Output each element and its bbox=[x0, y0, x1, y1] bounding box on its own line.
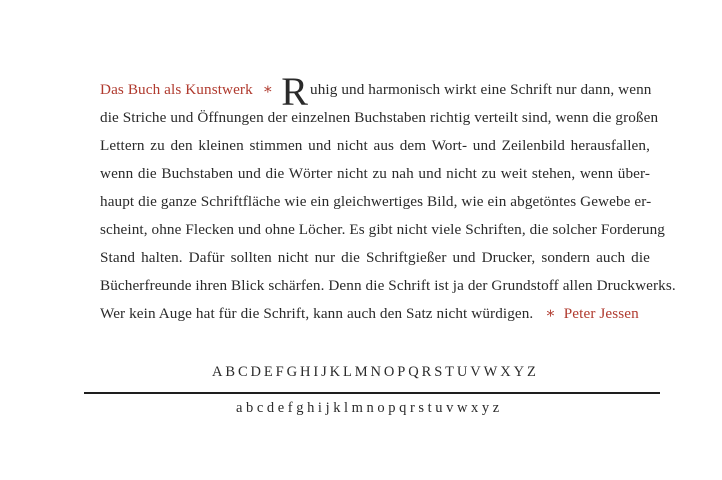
text-line-content: haupt die ganze Schriftfläche wie ein gleichwertiges Bild, wie ein abgetöntes Gewebe er- bbox=[100, 193, 652, 210]
divider-rule bbox=[84, 392, 660, 394]
heading-asterisk-icon: ∗ bbox=[262, 81, 274, 98]
text-line-5 bbox=[100, 190, 650, 214]
text-line-3 bbox=[100, 134, 650, 158]
text-line-9 bbox=[100, 302, 650, 326]
drop-cap: R bbox=[281, 69, 309, 114]
text-line-content: Lettern zu den kleinen stimmen und nicht aus dem Wort- und Zeilenbild herausfallen, bbox=[100, 137, 650, 154]
text-line-7 bbox=[100, 246, 650, 270]
text-line-content: scheint, ohne Flecken und ohne Löcher. Es gibt nicht viele Schriften, die solcher Forderung bbox=[100, 221, 665, 238]
article-heading: Das Buch als Kunstwerk bbox=[100, 81, 253, 98]
text-line-6 bbox=[100, 218, 665, 242]
text-line-8 bbox=[100, 274, 676, 298]
last-line-text: Wer kein Auge hat für die Schrift, kann auch den Satz nicht würdigen. bbox=[100, 305, 534, 322]
text-line-4 bbox=[100, 162, 650, 186]
text-line-content: wenn die Buchstaben und die Wörter nicht zu nah und nicht zu weit stehen, wenn über- bbox=[100, 165, 650, 182]
text-line-content: Stand halten. Dafür sollten nicht nur die Schriftgießer und Drucker, sondern auch die bbox=[100, 249, 650, 266]
text-line-content: die Striche und Öffnungen der einzelnen Buchstaben richtig verteilt sind, wenn die großen bbox=[100, 109, 659, 126]
text-line-2 bbox=[100, 106, 659, 130]
uppercase-alphabet: ABCDEFGHIJKLMNOPQRSTUVWXYZ bbox=[212, 364, 539, 380]
text-line-content: Bücherfreunde ihren Blick schärfen. Denn die Schrift ist ja der Grundstoff allen Druckwerks. bbox=[100, 277, 676, 294]
first-line-text: uhig und harmonisch wirkt eine Schrift nur dann, wenn bbox=[310, 81, 652, 98]
author-name: Peter Jessen bbox=[563, 305, 639, 322]
text-line-1 bbox=[100, 69, 652, 114]
lowercase-alphabet: abcdefghijklmnopqrstuvwxyz bbox=[236, 400, 503, 416]
author-asterisk-icon: ∗ bbox=[545, 305, 556, 322]
